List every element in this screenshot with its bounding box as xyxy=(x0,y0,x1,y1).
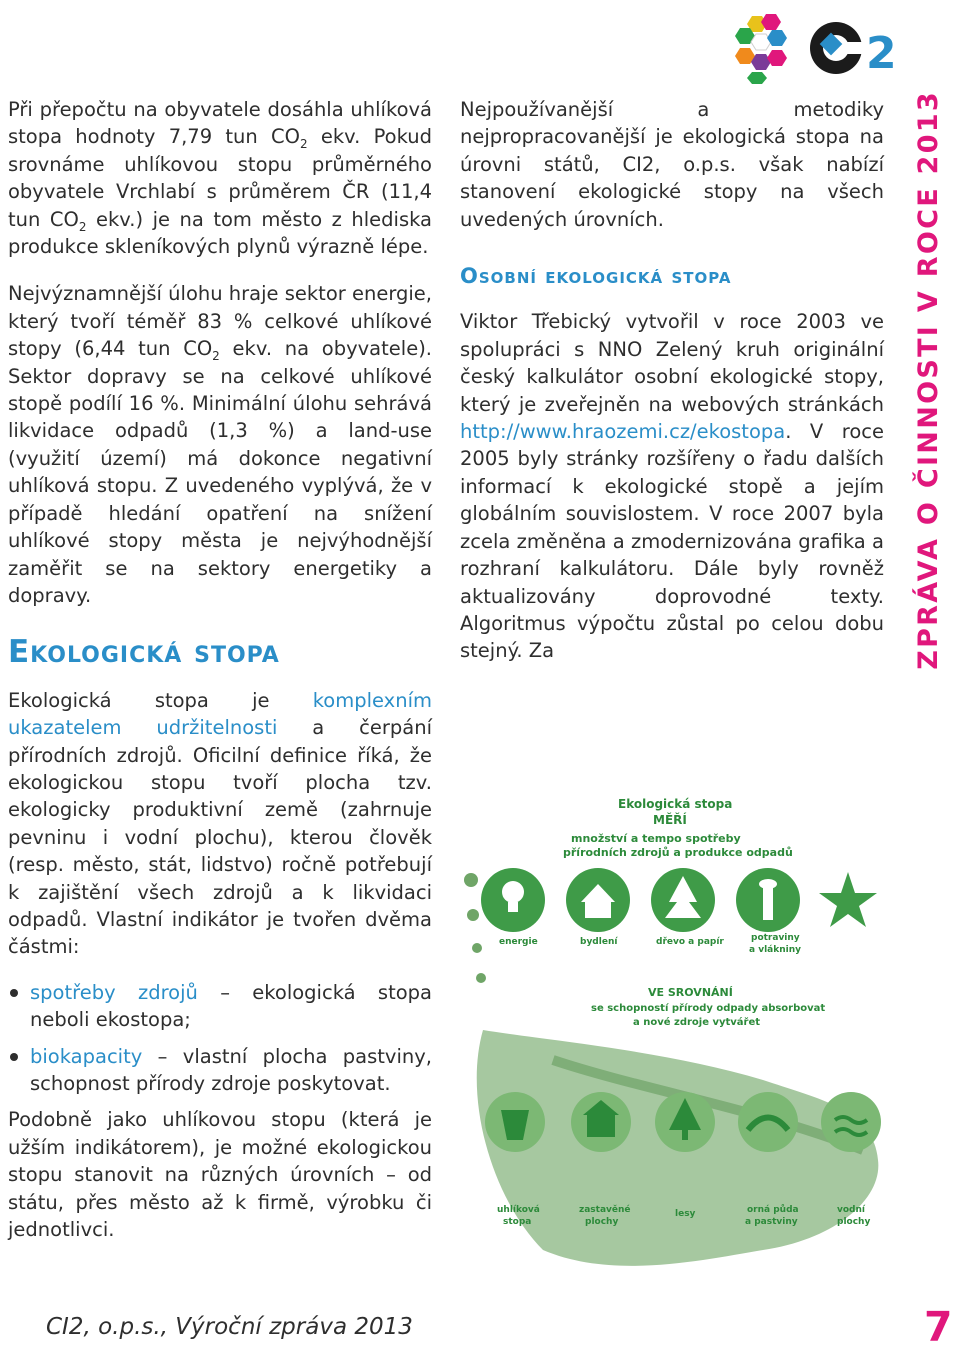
bottom-label-carbon: uhlíková xyxy=(497,1205,540,1215)
bottom-label-water: plochy xyxy=(837,1217,871,1227)
bottom-label-built-up: plochy xyxy=(585,1217,619,1227)
bottom-label-arable: a pastviny xyxy=(745,1217,798,1227)
logo-c-shape-icon xyxy=(810,22,868,74)
housing-icon xyxy=(566,868,630,932)
icon-label-food: potraviny xyxy=(751,933,800,943)
compare-text: a nové zdroje vytvářet xyxy=(633,1017,761,1028)
icon-label-wood: dřevo a papír xyxy=(656,937,724,947)
icon-label-housing: bydlení xyxy=(580,937,618,947)
compare-heading: VE SROVNÁNÍ xyxy=(648,986,733,999)
left-column xyxy=(8,96,432,1243)
paragraph-calculator-history: Viktor Třebický vytvořil v roce 2003 ve spolupráci s NNO Zelený kruh originální český kalkulátor osobní ekologické stopy, který je zveřejněn na webových stránkách http://www.hraozemi.cz/ekostopa. V roce 2005 byly stránky rozšířeny o řadu dalších informací k ekologické stopě a jejím globálním souvislostem. V roce 2007 byla zcela změněna a zmodernizována grafika a rozhraní kalkulátoru. Dále byly rovněž aktualizovány doprovodné texty. Algoritmus výpočtu zůstal po celou dobu stejný. Za xyxy=(460,310,884,663)
svg-text:2: 2 xyxy=(866,28,897,79)
compare-text: se schopností přírody odpady absorbovat xyxy=(591,1003,826,1014)
list-item: spotřeby zdrojů – ekologická stopa neboli ekostopa; xyxy=(8,979,432,1034)
bottom-label-built-up: zastavěné xyxy=(579,1205,631,1215)
paragraph-methodology: Nejpoužívanější a metodiky nejpropracovanější je ekologická stopa na úrovni států, CI2, o.p.s. však nabízí stanovení ekologické stopy na všech uvedených úrovních. xyxy=(460,98,884,231)
side-title: ZPRÁVA O ČINNOSTI V ROCE 2013 xyxy=(912,90,944,670)
forest-icon xyxy=(655,1092,715,1152)
energy-icon xyxy=(481,868,545,932)
icon-label-energy: energie xyxy=(499,937,538,947)
star-icon xyxy=(819,872,877,927)
ecological-footprint-infographic xyxy=(463,780,888,1275)
bottom-label-forest: lesy xyxy=(675,1209,696,1219)
logo-hexagon-mosaic-icon xyxy=(735,14,787,84)
right-column xyxy=(460,96,884,665)
list-item: biokapacity – vlastní plocha pastviny, schopnost přírody zdroje poskytovat. xyxy=(8,1043,432,1098)
section-heading-personal-footprint: Osobní ekologická stopa xyxy=(460,264,732,289)
paragraph-sectors: Nejvýznamnější úlohu hraje sektor energie, který tvoří téměř 83 % celkové uhlíkové stopy (6,44 tun $CO_2$ ekv. na obyvatele). Sektor dopravy se na celkové uhlíkové stopě podílí 16 %. Minimální úlohu sehrává likvidace odpadů (1,3 %) a land-use (využití území) má dokonce negativní uhlíková stopu. Z uvedeného vyplývá, že v případě hledání opatření na snížení uhlíkové stopy města je nejvýhodnější zaměřit se na sektory energetiky a dopravy. xyxy=(8,282,432,607)
paragraph-carbon-per-capita: Při přepočtu na obyvatele dosáhla uhlíková stopa hodnoty 7,79 tun $CO_2$ ekv. Pokud srovnáme uhlíkovou stopu průměrného obyvatele Vrchlabí s průměrem ČR (11,4 tun $CO_2$ ekv.) je na tom město z hlediska produkce skleníkových plynů výrazně lépe. xyxy=(8,98,433,259)
wood-paper-icon xyxy=(651,868,715,932)
ci2-logo xyxy=(720,6,920,86)
paragraph-ecological-footprint-definition: Ekologická stopa je komplexním ukazatelem udržitelnosti a čerpání přírodních zdrojů. Oficilní definice říká, že ekologickou stopu tvoří plocha tzv. ekologicky produktivní země (zahrnuje pevninu i vodní plochu), kterou člověk (resp. město, stát, lidstvo) ročně potřebují k zajištění všech zdrojů a k likvidaci odpadů. Vlastní indikátor je tvořen dvěma částmi: xyxy=(8,688,432,959)
water-icon xyxy=(821,1092,881,1152)
food-fibre-icon xyxy=(736,868,800,932)
section-heading-ecological-footprint: Ekologická stopa xyxy=(8,634,280,671)
bottom-label-carbon: stopa xyxy=(503,1217,532,1227)
icon-label-food: a vlákniny xyxy=(749,945,801,955)
bottom-label-water: vodní xyxy=(837,1205,865,1215)
footer-title: CI2, o.p.s., Výroční zpráva 2013 xyxy=(46,1314,413,1340)
paragraph-footprint-levels: Podobně jako uhlíkovou stopu (která je užším indikátorem), je možné ekologickou stopu stanovit na různých úrovních – od státu, přes město až k firmě, výrobku či jednotlivci. xyxy=(8,1108,432,1242)
ekostopa-link[interactable]: http://www.hraozemi.cz/ekostopa xyxy=(460,420,786,444)
bottom-label-arable: orná půda xyxy=(747,1205,799,1215)
built-up-area-icon xyxy=(571,1092,631,1152)
infographic-subtitle: množství a tempo spotřeby xyxy=(571,832,741,845)
infographic-title: Ekologická stopa xyxy=(618,797,733,811)
indicator-parts-list xyxy=(8,979,432,1098)
arable-land-icon xyxy=(738,1092,798,1152)
page-number: 7 xyxy=(924,1303,953,1351)
carbon-footprint-icon xyxy=(485,1092,545,1152)
infographic-title-measures: MĚŘÍ xyxy=(653,813,687,827)
infographic-subtitle: přírodních zdrojů a produkce odpadů xyxy=(563,846,793,859)
